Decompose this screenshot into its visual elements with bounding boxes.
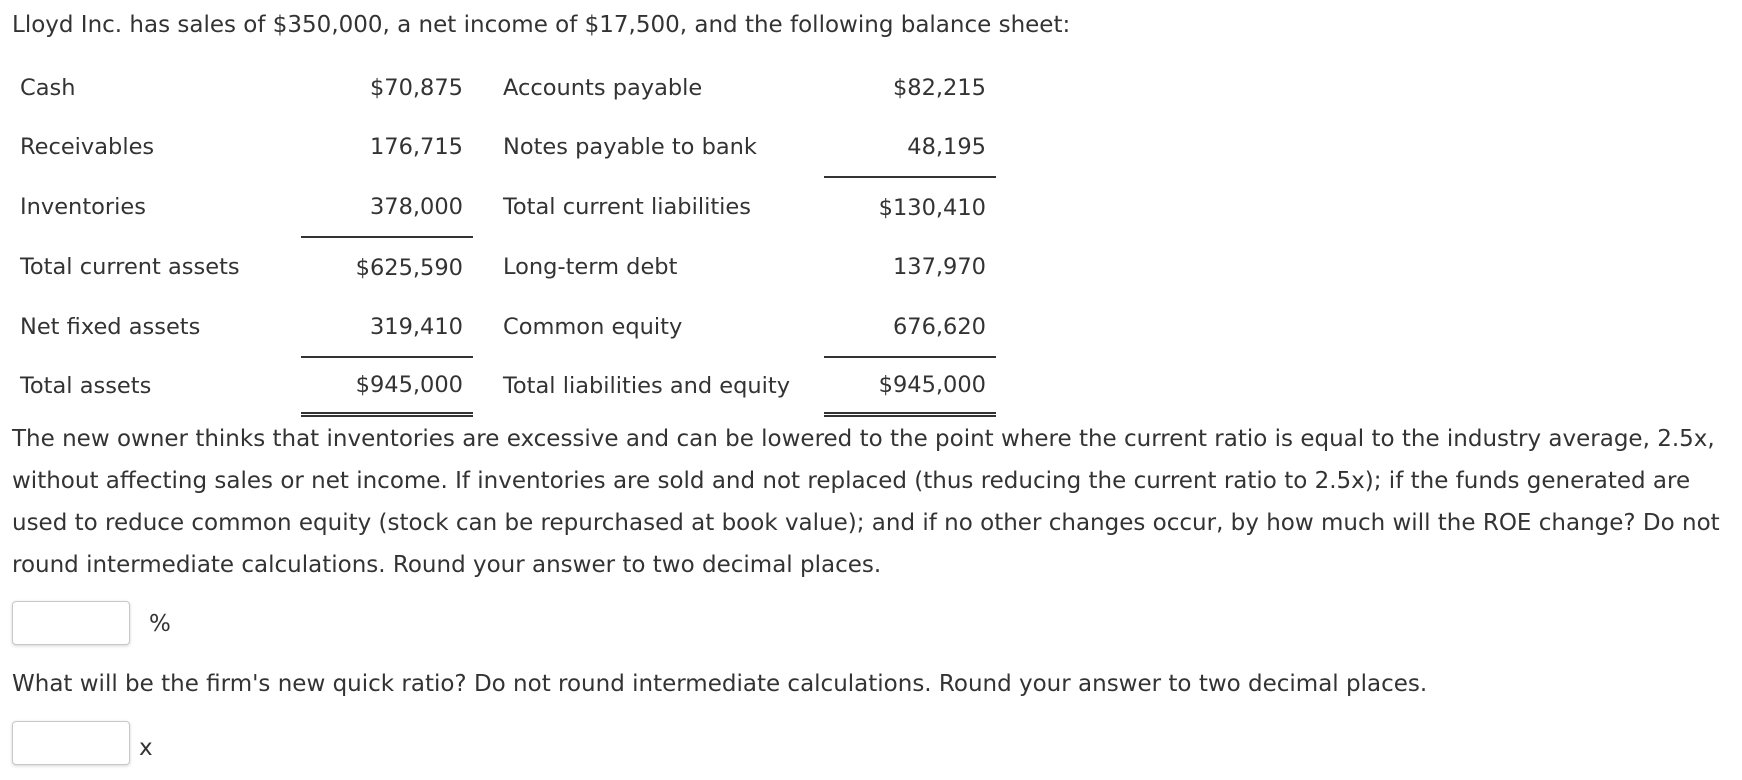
asset-label: Receivables (20, 134, 155, 160)
liability-value: 137,970 (892, 254, 986, 280)
liability-label: Total liabilities and equity (503, 372, 791, 399)
asset-value: 176,715 (369, 134, 463, 160)
asset-label: Net fixed assets (20, 314, 201, 340)
balance-sheet-table (10, 58, 996, 417)
table-row (10, 357, 996, 415)
asset-label: Cash (20, 74, 76, 101)
liability-label: Total current liabilities (503, 194, 751, 220)
liability-value: $82,215 (892, 74, 986, 101)
problem-intro: Lloyd Inc. has sales of $350,000, a net income of $17,500, and the following balance sheet: (12, 12, 1071, 38)
liability-value: $130,410 (878, 194, 986, 221)
liability-label: Common equity (503, 314, 683, 340)
question-quick-ratio: What will be the firm's new quick ratio? Do not round intermediate calculations. Round your answer to two decimal places. (12, 671, 1428, 697)
table-row (10, 237, 996, 297)
liability-label: Long-term debt (503, 254, 678, 280)
times-unit-label: x (139, 735, 153, 761)
liability-label: Notes payable to bank (503, 134, 757, 160)
liability-value: 48,195 (824, 117, 996, 177)
percent-unit-label: % (149, 611, 171, 637)
table-row (10, 117, 996, 177)
liability-label: Accounts payable (503, 74, 703, 101)
asset-label: Inventories (20, 194, 146, 220)
roe-change-input[interactable] (12, 601, 130, 645)
asset-value: $70,875 (369, 74, 463, 101)
question-roe-change: The new owner thinks that inventories are excessive and can be lowered to the point where the current ratio is equal to the industry average, 2.5x, without affecting sales or net income. If inventories are sold and not replaced (thus reducing the current ratio to 2.5x); if the funds generated are used to reduce common equity (stock can be repurchased at book value); and if no other changes occur, by how much will the ROE change? Do not round intermediate calculations. Round your answer to two decimal places. (12, 426, 1720, 578)
asset-value: $945,000 (301, 357, 473, 415)
table-row (10, 58, 996, 117)
liability-value: $945,000 (824, 357, 996, 415)
asset-label: Total current assets (20, 254, 240, 280)
asset-value: 378,000 (301, 177, 473, 237)
quick-ratio-input[interactable] (12, 721, 130, 765)
table-row (10, 177, 996, 237)
asset-value: $625,590 (355, 254, 463, 281)
table-row (10, 297, 996, 357)
asset-label: Total assets (20, 372, 152, 399)
asset-value: 319,410 (301, 297, 473, 357)
liability-value: 676,620 (824, 297, 996, 357)
